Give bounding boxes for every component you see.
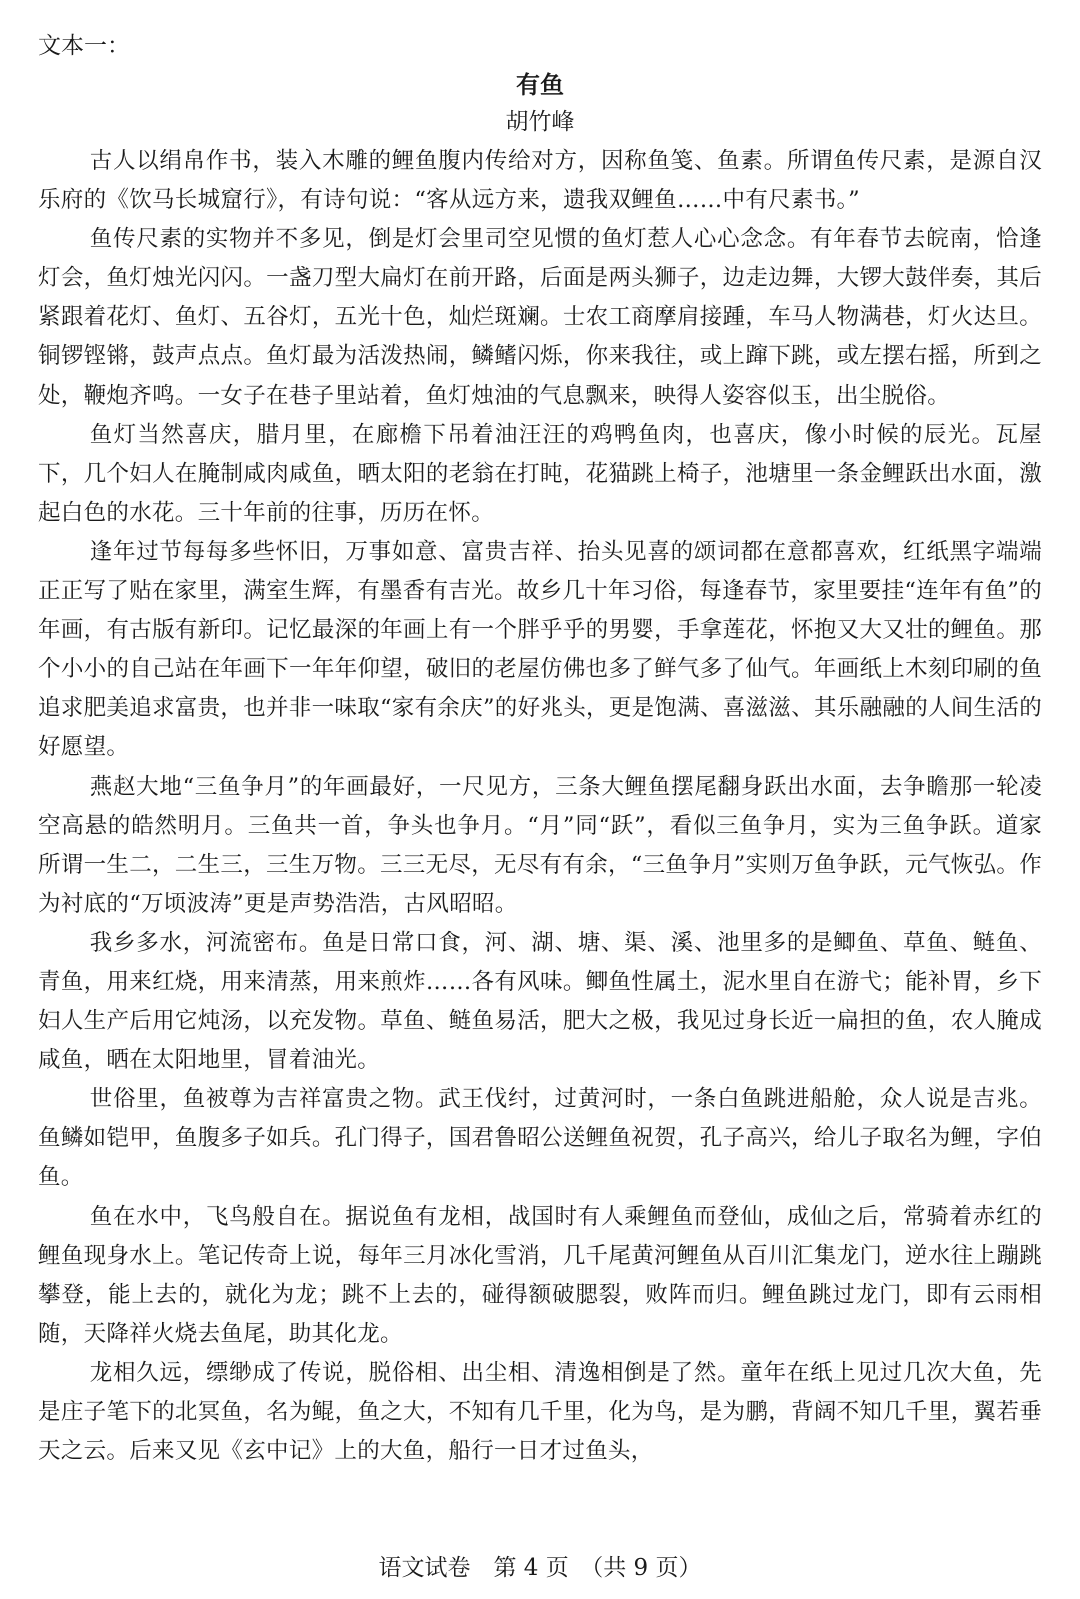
article-body — [38, 142, 1042, 1471]
paragraph-1: 古人以绢帛作书，装入木雕的鲤鱼腹内传给对方，因称鱼笺、鱼素。所谓鱼传尺素，是源自汉乐府的《饮马长城窟行》，有诗句说：“客从远方来，遗我双鲤鱼……中有尺素书。” — [38, 148, 1042, 214]
paragraph-2: 鱼传尺素的实物并不多见，倒是灯会里司空见惯的鱼灯惹人心心念念。有年春节去皖南，恰逢灯会，鱼灯烛光闪闪。一盏刀型大扁灯在前开路，后面是两头狮子，边走边舞，大锣大鼓伴奏，其后紧跟着花灯、鱼灯、五谷灯，五光十色，灿烂斑斓。士农工商摩肩接踵，车马人物满巷，灯火达旦。铜锣铿锵，鼓声点点。鱼灯最为活泼热闹，鳞鳍闪烁，你来我往，或上蹿下跳，或左摆右摇，所到之处，鞭炮齐鸣。一女子在巷子里站着，鱼灯烛油的气息飘来，映得人姿容似玉，出尘脱俗。 — [38, 226, 1042, 409]
paragraph-5: 燕赵大地“三鱼争月”的年画最好，一尺见方，三条大鲤鱼摆尾翻身跃出水面，去争瞻那一轮凌空高悬的皓然明月。三鱼共一首，争头也争月。“月”同“跃”，看似三鱼争月，实为三鱼争跃。道家所谓一生二，二生三，三生万物。三三无尽，无尽有有余，“三鱼争月”实则万鱼争跃，元气恢弘。作为衬底的“万顷波涛”更是声势浩浩，古风昭昭。 — [38, 773, 1043, 917]
paragraph-6: 我乡多水，河流密布。鱼是日常口食，河、湖、塘、渠、溪、池里多的是鲫鱼、草鱼、鲢鱼、青鱼，用来红烧，用来清蒸，用来煎炸……各有风味。鲫鱼性属土，泥水里自在游弋；能补胃，乡下妇人生产后用它炖汤，以充发物。草鱼、鲢鱼易活，肥大之极，我见过身长近一扁担的鱼，农人腌成咸鱼，晒在太阳地里，冒着油光。 — [38, 929, 1042, 1074]
article-title: 有鱼 — [516, 71, 564, 99]
paragraph-4: 逢年过节每每多些怀旧，万事如意、富贵吉祥、抬头见喜的颂词都在意都喜欢，红纸黑字端端正正写了贴在家里，满室生辉，有墨香有吉光。故乡几十年习俗，每逢春节，家里要挂“连年有鱼”的年画，有古版有新印。记忆最深的年画上有一个胖乎乎的男婴，手拿莲花，怀抱又大又壮的鲤鱼。那个小小的自己站在年画下一年年仰望，破旧的老屋仿佛也多了鲜气多了仙气。年画纸上木刻印刷的鱼追求肥美追求富贵，也并非一味取“家有余庆”的好兆头，更是饱满、喜滋滋、其乐融融的人间生活的好愿望。 — [38, 538, 1043, 761]
section-label: 文本一： — [38, 33, 130, 59]
article-author: 胡竹峰 — [505, 109, 575, 135]
paragraph-9: 龙相久远，缥缈成了传说，脱俗相、出尘相、清逸相倒是了然。童年在纸上见过几次大鱼，先是庄子笔下的北冥鱼，名为鲲，鱼之大，不知有几千里，化为鸟，是为鹏，背阔不知几千里，翼若垂天之云。后来又见《玄中记》上的大鱼，船行一日才过鱼头， — [38, 1359, 1042, 1465]
paragraph-8: 鱼在水中，飞鸟般自在。据说鱼有龙相，战国时有人乘鲤鱼而登仙，成仙之后，常骑着赤红的鲤鱼现身水上。笔记传奇上说，每年三月冰化雪消，几千尾黄河鲤鱼从百川汇集龙门，逆水往上蹦跳攀登，能上去的，就化为龙；跳不上去的，碰得额破腮裂，败阵而归。鲤鱼跳过龙门，即有云雨相随，天降祥火烧去鱼尾，助其化龙。 — [38, 1203, 1042, 1347]
page-footer: 语文试卷 第 4 页 （共 9 页） — [378, 1555, 702, 1581]
paragraph-7: 世俗里，鱼被尊为吉祥富贵之物。武王伐纣，过黄河时，一条白鱼跳进船舱，众人说是吉兆。鱼鳞如铠甲，鱼腹多子如兵。孔门得子，国君鲁昭公送鲤鱼祝贺，孔子高兴，给儿子取名为鲤，字伯鱼。 — [38, 1086, 1042, 1191]
paragraph-3: 鱼灯当然喜庆，腊月里，在廊檐下吊着油汪汪的鸡鸭鱼肉，也喜庆，像小时候的辰光。瓦屋下，几个妇人在腌制咸肉咸鱼，晒太阳的老翁在打盹，花猫跳上椅子，池塘里一条金鲤跃出水面，激起白色的水花。三十年前的往事，历历在怀。 — [38, 421, 1042, 526]
